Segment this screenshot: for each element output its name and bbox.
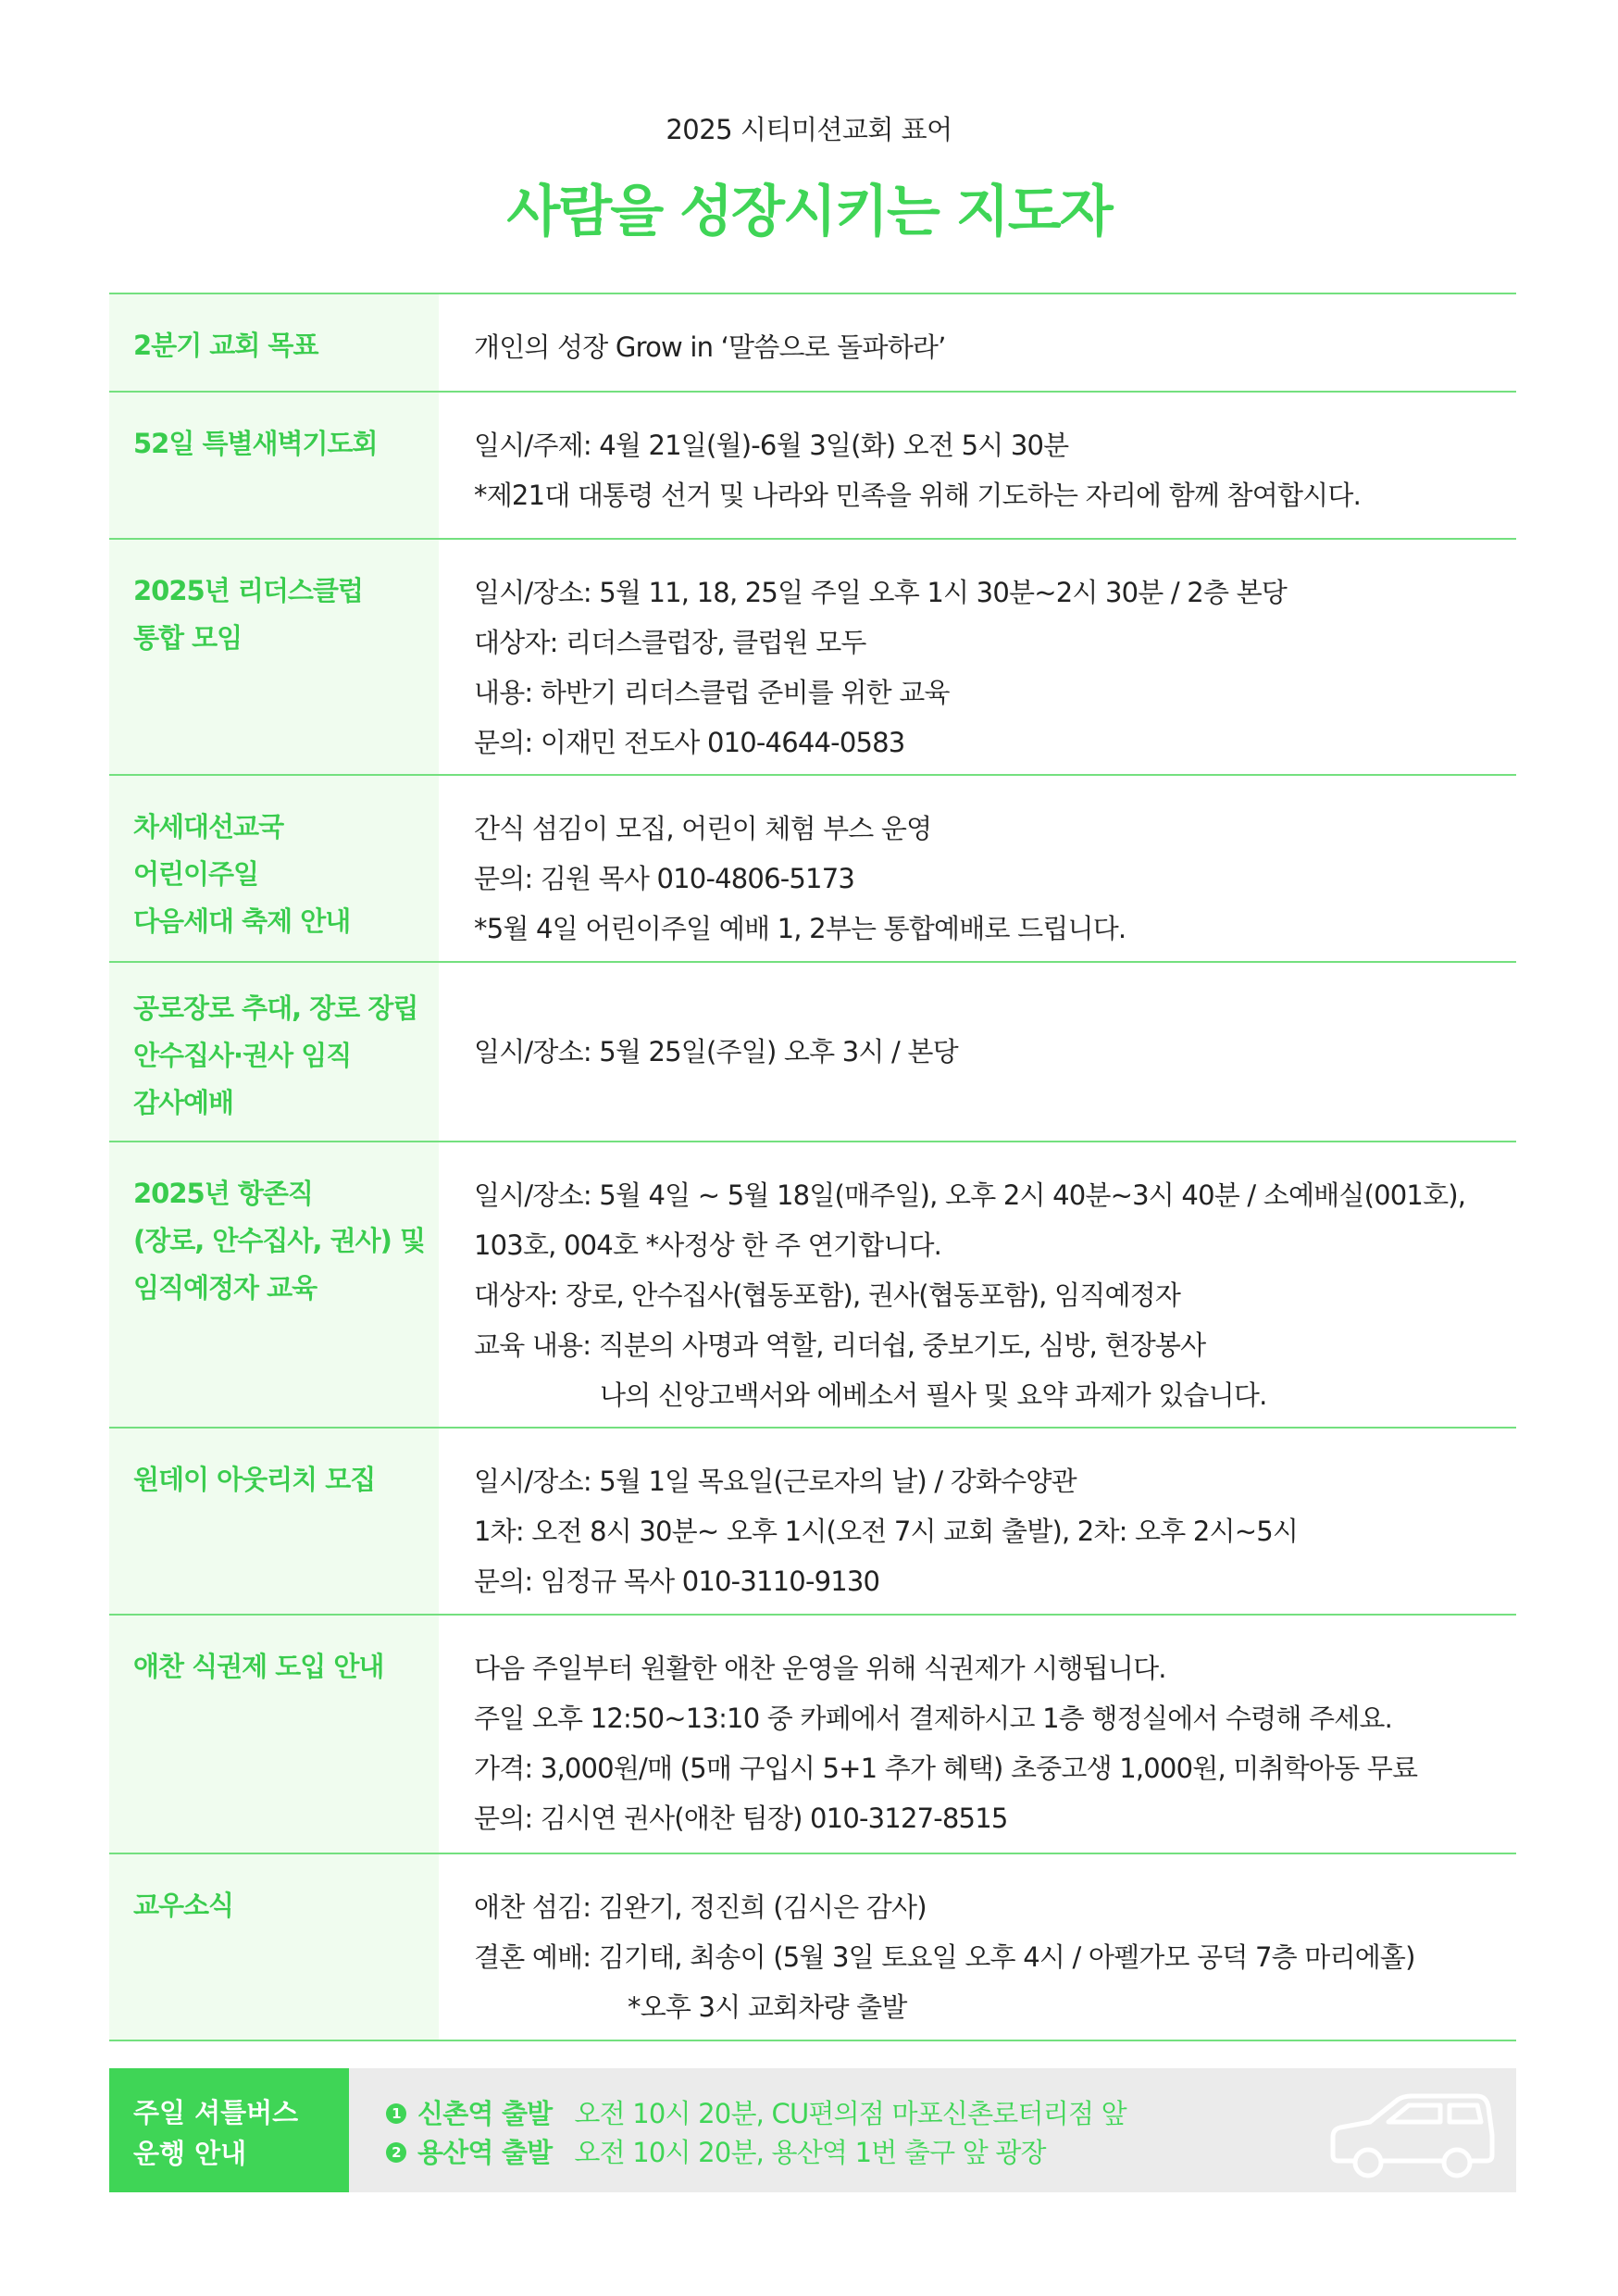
- content-line: 가격: 3,000원/매 (5매 구입시 5+1 추가 혜택) 초중고생 1,000원, 미취학아동 무료: [474, 1753, 1418, 1784]
- route-name: 용산역 출발: [417, 2137, 553, 2168]
- notice-table: [109, 293, 1516, 2041]
- content-line: 일시/장소: 5월 25일(주일) 오후 3시 / 본당: [474, 1036, 958, 1067]
- row-content: [439, 540, 1516, 774]
- route-number-badge: 1: [386, 2103, 406, 2124]
- content-line: 간식 섬김이 모집, 어린이 체험 부스 운영: [474, 813, 932, 844]
- row-label: [109, 1429, 439, 1614]
- row-content: [439, 1429, 1516, 1614]
- row-label-line: 2025년 항존직: [133, 1178, 313, 1209]
- content-line: 일시/장소: 5월 4일 ~ 5월 18일(매주일), 오후 2시 40분~3시 40분 / 소예배실(001호),: [474, 1179, 1466, 1211]
- content-line: 대상자: 리더스클럽장, 클럽원 모두: [474, 627, 866, 658]
- row-label: [109, 1142, 439, 1427]
- content-line: 개인의 성장 Grow in ‘말씀으로 돌파하라’: [474, 331, 946, 363]
- shuttle-label-line: 운행 안내: [133, 2138, 247, 2169]
- shuttle-routes: [349, 2068, 1516, 2192]
- content-line: *오후 3시 교회차량 출발: [628, 1991, 907, 2023]
- row-label-line: 공로장로 추대, 장로 장립: [133, 992, 418, 1024]
- content-line: 일시/장소: 5월 1일 목요일(근로자의 날) / 강화수양관: [474, 1466, 1077, 1497]
- row-label-line: 2025년 리더스클럽: [133, 575, 363, 606]
- row-label-line: 어린이주일: [133, 858, 259, 890]
- route-name: 신촌역 출발: [417, 2098, 553, 2129]
- row-label-line: 교우소식: [133, 1890, 234, 1921]
- notice-row-member-news: [109, 1854, 1516, 2041]
- row-label-line: 애찬 식권제 도입 안내: [133, 1651, 384, 1682]
- row-label-line: 차세대선교국: [133, 811, 284, 842]
- notice-row-officer-training: [109, 1142, 1516, 1429]
- row-content: [439, 393, 1516, 538]
- notice-row-meal-ticket: [109, 1616, 1516, 1854]
- row-label-line: 안수집사·권사 임직: [133, 1040, 352, 1071]
- row-label-line: 다음세대 축제 안내: [133, 905, 351, 937]
- row-content: [439, 294, 1516, 391]
- row-label: [109, 1854, 439, 2040]
- notice-row-quarter-goal: [109, 294, 1516, 393]
- row-label-line: 통합 모임: [133, 622, 243, 654]
- notice-row-next-generation: [109, 776, 1516, 963]
- content-line: 내용: 하반기 리더스클럽 준비를 위한 교육: [474, 677, 950, 708]
- row-label: [109, 294, 439, 391]
- shuttle-label: [109, 2068, 349, 2192]
- content-line: 문의: 임정규 목사 010-3110-9130: [474, 1566, 880, 1597]
- row-label-line: 52일 특별새벽기도회: [133, 428, 378, 459]
- content-line: 1차: 오전 8시 30분~ 오후 1시(오전 7시 교회 출발), 2차: 오후 2시~5시: [474, 1516, 1299, 1547]
- row-label-line: 감사예배: [133, 1087, 234, 1118]
- content-line: 대상자: 장로, 안수집사(협동포함), 권사(협동포함), 임직예정자: [474, 1279, 1181, 1311]
- shuttle-label-line: 주일 셔틀버스: [133, 2097, 299, 2128]
- row-label-line: (장로, 안수집사, 권사) 및: [133, 1225, 425, 1256]
- content-line: 애찬 섬김: 김완기, 정진희 (김시은 감사): [474, 1891, 927, 1923]
- content-line: 일시/장소: 5월 11, 18, 25일 주일 오후 1시 30분~2시 30분 / 2층 본당: [474, 577, 1288, 608]
- row-label: [109, 393, 439, 538]
- content-line: 문의: 이재민 전도사 010-4644-0583: [474, 727, 905, 758]
- content-line: 주일 오후 12:50~13:10 중 카페에서 결제하시고 1층 행정실에서 수령해 주세요.: [474, 1703, 1393, 1734]
- car-outline-icon: [1324, 2089, 1500, 2181]
- page-title: 사람을 성장시키는 지도자: [506, 180, 1112, 244]
- row-content: [439, 776, 1516, 961]
- page-header: [0, 109, 1618, 247]
- row-label: [109, 963, 439, 1141]
- row-label: [109, 540, 439, 774]
- row-label-line: 2분기 교회 목표: [133, 330, 318, 361]
- route-info: 오전 10시 20분, CU편의점 마포신촌로터리점 앞: [574, 2098, 1126, 2129]
- content-line: *5월 4일 어린이주일 예배 1, 2부는 통합예배로 드립니다.: [474, 913, 1126, 944]
- content-line: 결혼 예배: 김기태, 최송이 (5월 3일 토요일 오후 4시 / 아펠가모 공덕 7층 마리에홀): [474, 1941, 1415, 1973]
- notice-row-leaders-club: [109, 540, 1516, 776]
- content-line: 문의: 김원 목사 010-4806-5173: [474, 863, 854, 894]
- row-label: [109, 1616, 439, 1853]
- content-line: 103호, 004호 *사정상 한 주 연기합니다.: [474, 1229, 942, 1261]
- route-info: 오전 10시 20분, 용산역 1번 출구 앞 광장: [574, 2137, 1046, 2168]
- content-line: 일시/주제: 4월 21일(월)-6월 3일(화) 오전 5시 30분: [474, 430, 1069, 461]
- notice-row-outreach: [109, 1429, 1516, 1616]
- row-content: [439, 1142, 1516, 1427]
- notice-row-dawn-prayer: [109, 393, 1516, 540]
- row-content: [439, 1854, 1516, 2040]
- row-label-line: 원데이 아웃리치 모집: [133, 1464, 376, 1495]
- page-subtitle: 2025 시티미션교회 표어: [666, 114, 952, 145]
- row-content: [439, 1616, 1516, 1853]
- content-line: 나의 신앙고백서와 에베소서 필사 및 요약 과제가 있습니다.: [600, 1379, 1267, 1411]
- content-line: *제21대 대통령 선거 및 나라와 민족을 위해 기도하는 자리에 함께 참여합시다.: [474, 480, 1362, 511]
- row-content: [439, 963, 1516, 1141]
- content-line: 다음 주일부터 원활한 애찬 운영을 위해 식권제가 시행됩니다.: [474, 1653, 1166, 1684]
- shuttle-bus-section: [109, 2068, 1516, 2192]
- row-label-line: 임직예정자 교육: [133, 1272, 317, 1304]
- route-number-badge: 2: [386, 2142, 406, 2163]
- row-label: [109, 776, 439, 961]
- content-line: 문의: 김시연 권사(애찬 팀장) 010-3127-8515: [474, 1803, 1008, 1834]
- notice-row-ordination: [109, 963, 1516, 1142]
- content-line: 교육 내용: 직분의 사명과 역할, 리더쉽, 중보기도, 심방, 현장봉사: [474, 1329, 1206, 1361]
